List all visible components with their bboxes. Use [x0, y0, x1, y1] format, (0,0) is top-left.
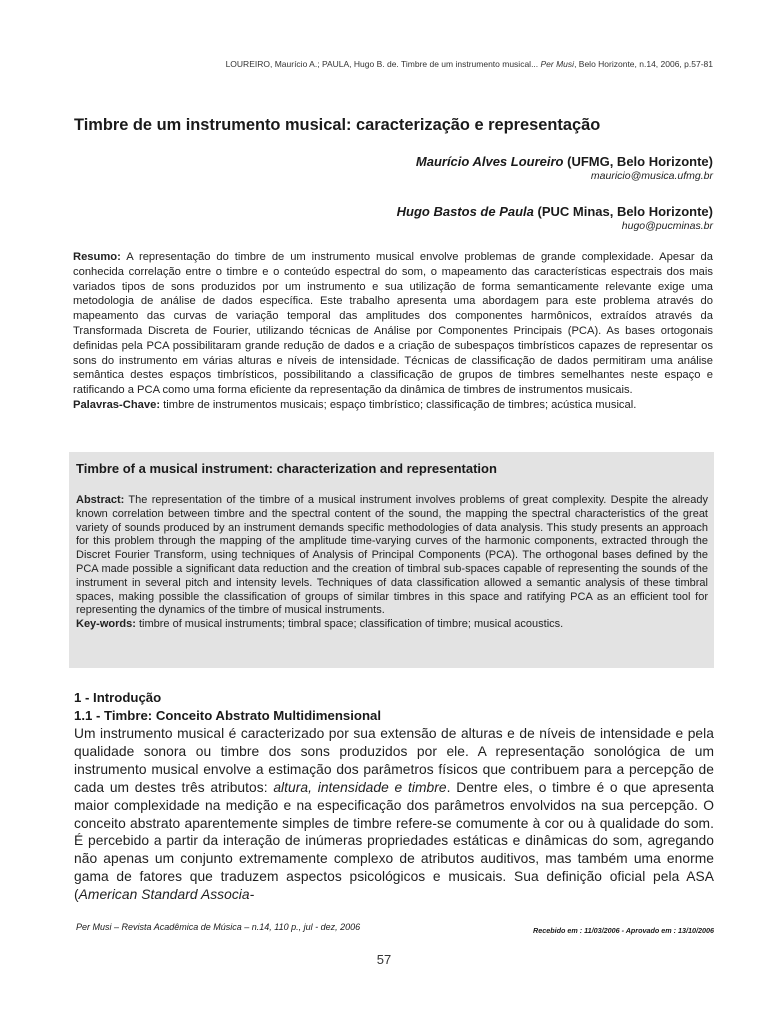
author-block-1 — [416, 154, 713, 182]
palavras-chave-text: timbre de instrumentos musicais; espaço timbrístico; classificação de timbres; acústica musical. — [160, 398, 637, 411]
article-title: Timbre de um instrumento musical: caracterização e representação — [74, 116, 601, 134]
english-abstract-box — [69, 452, 714, 668]
author-email[interactable]: mauricio@musica.ufmg.br — [590, 170, 713, 182]
running-header-citation — [0, 59, 713, 69]
abstract-label: Abstract: — [76, 494, 125, 506]
author-email[interactable]: hugo@pucminas.br — [621, 220, 713, 232]
english-title: Timbre of a musical instrument: characterization and representation — [76, 461, 497, 476]
author-affiliation: (UFMG, Belo Horizonte) — [563, 154, 713, 169]
citation-rest: , Belo Horizonte, n.14, 2006, p.57-81 — [574, 59, 713, 69]
keywords-label: Key-words: — [76, 618, 136, 631]
resumo-block — [73, 250, 713, 413]
keywords-text: timbre of musical instruments; timbral space; classification of timbre; musical acoustics. — [135, 618, 564, 631]
page-number: 57 — [376, 952, 392, 967]
citation-authors: LOUREIRO, Maurício A.; PAULA, Hugo B. de. Timbre de um instrumento musical... — [225, 59, 541, 69]
author-block-2 — [397, 204, 713, 232]
author-name: Hugo Bastos de Paula — [396, 204, 534, 219]
resumo-label: Resumo: — [73, 251, 121, 263]
english-abstract — [76, 494, 708, 632]
palavras-chave-label: Palavras-Chave: — [73, 398, 161, 411]
author-affiliation: (PUC Minas, Belo Horizonte) — [533, 204, 713, 219]
citation-journal: Per Musi — [540, 59, 575, 69]
footer-dates: Recebido em : 11/03/2006 - Aprovado em : 13/10/2006 — [533, 926, 714, 935]
footer-journal: Per Musi – Revista Acadêmica de Música – n.14, 110 p., jul - dez, 2006 — [76, 922, 361, 932]
section-heading: 1 - Introdução — [74, 690, 162, 705]
body-paragraph: Um instrumento musical é caracterizado por sua extensão de alturas e de níveis de intensidade e pela qualidade sonora ou timbre dos sons produzidos por ele. A representação sonológica de um instrumento musical envolve a estimação dos parâmetros físicos que contribuem para a percepção de cada um destes três atributos: altura, intensidade e timbre. Dentre eles, o timbre é o que apresenta maior complexidade na medição e na especificação dos parâmetros envolvidos na sua percepção. O conceito abstrato aparentemente simples de timbre refere-se comumente à cor ou à qualidade do som. É percebido a partir da interação de inúmeras propriedades estáticas e dinâmicas do som, agregando não apenas um conjunto extremamente complexo de atributos auditivos, mas também uma enorme gama de fatores que traduzem aspectos psicológicos e musicais. Sua definição oficial pela ASA (American Standard Associa- — [74, 726, 715, 903]
author-name: Maurício Alves Loureiro — [415, 154, 564, 169]
abstract-text: The representation of the timbre of a musical instrument involves problems of great complexity. Despite the already known correlation between timbre and the spectral content of the sound, the mapping the spectral characteristics of the great variety of sounds produced by an instrument demands specific methodologies of data analysis. This study presents an approach for this problem through the mapping of the amplitude time-varying curves of the harmonic components, extracted through the Discret Fourier Transform, using techniques of Analysis of Principal Components (PCA). The orthogonal bases defined by the PCA made possible a significant data reduction and the creation of timbral sub-spaces capable of representing the sounds of the instrument in several pitch and intensity levels. Techniques of data classification allowed a semantic analysis of these timbral spaces, making possible the classification of groups of similar timbres in this space and ratifying PCA as an efficient tool for representing the dynamics of the timbre of musical instruments. — [76, 494, 708, 617]
resumo-text: A representação do timbre de um instrumento musical envolve problemas de grande complexidade. Apesar da conhecida correlação entre o timbre e o conteúdo espectral do som, o mapeamento das características espectrais dos mais variados tipos de sons produzidos por um instrumento e sua utilização de forma semanticamente relevante exige uma metodologia de análise de dados específica. Este trabalho apresenta uma abordagem para este problema através do mapeamento das curvas de variação temporal das amplitudes dos componentes harmônicos, extraídos através da Transformada Discreta de Fourier, utilizando técnicas de Análise por Componentes Principais (PCA). As bases ortogonais definidas pela PCA possibilitaram grande redução de dados e a criação de subespaços timbrísticos capazes de representar os sons do instrumento em várias alturas e níveis de intensidade. Técnicas de classificação de dados permitiram uma análise semântica destes espaços timbrísticos, possibilitando a classificação de grupos de timbres semelhantes neste espaço e ratificando a PCA como uma forma eficiente da representação da dinâmica de timbres de instrumentos musicais. — [73, 251, 713, 397]
subsection-heading: 1.1 - Timbre: Conceito Abstrato Multidimensional — [74, 708, 382, 723]
